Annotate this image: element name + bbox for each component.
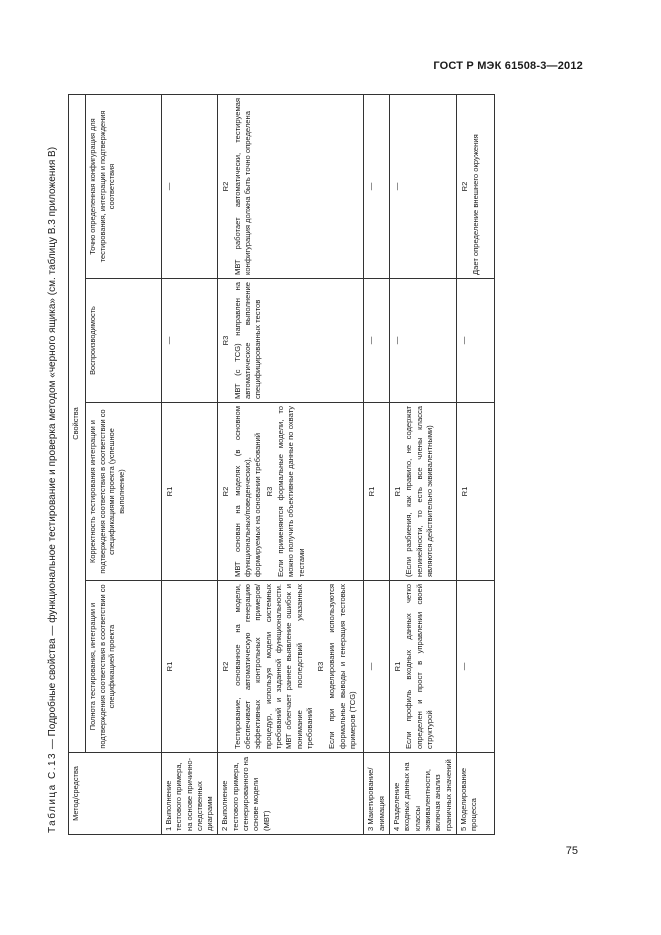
rating: R3 <box>316 661 326 672</box>
header-row-2 <box>86 94 162 834</box>
rating: R2 <box>221 181 231 192</box>
cell-text: МВТ (с TCG) направлен на автоматическое выполнение специфицированных тестов <box>232 282 263 399</box>
row5-completeness <box>456 581 494 753</box>
row5-configuration <box>456 94 494 278</box>
header-col-completeness: Полнота тестирования, интеграции и подтверждения соответствия в соответствии со спецификацией проекта <box>86 581 162 753</box>
rating: R1 <box>393 486 403 497</box>
row4-method: 4 Разделение входных данных на классы эквивалентности, включая анализ граничных значений <box>390 753 457 835</box>
rating: R2 <box>221 661 231 672</box>
row4-repeatability <box>390 279 457 403</box>
rating: R1 <box>165 486 174 497</box>
row1-completeness <box>162 581 218 753</box>
dash: — <box>164 336 173 345</box>
header-method: Метод/средства <box>69 753 162 835</box>
row3-completeness <box>364 581 390 753</box>
row1-correctness <box>162 403 218 581</box>
row2-completeness <box>218 581 364 753</box>
row1-repeatability <box>162 279 218 403</box>
row4-completeness <box>390 581 457 753</box>
properties-table <box>68 94 495 835</box>
cell-text: МВТ основан на моделях (в основном функциональных/поведенческих), формируемых на основании требований <box>232 406 263 577</box>
cell-text: Если применяются формальные модели, то можно получить объективные данные по охвату тестами <box>275 406 306 577</box>
rating: R1 <box>165 661 174 672</box>
rating: R1 <box>459 486 469 497</box>
header-col-repeatability: Воспроизводимость <box>86 279 162 403</box>
dash: — <box>366 336 376 345</box>
header-col-correctness: Корректность тестирования интеграции и подтверждения соответствия в соответствии со спецификациями проекта (успешное выполнение) <box>86 403 162 581</box>
row4-configuration <box>390 94 457 278</box>
dash: — <box>366 662 376 671</box>
row4-correctness <box>390 403 457 581</box>
table-row <box>364 94 390 834</box>
table-row <box>162 94 218 834</box>
header-properties: Свойства <box>69 94 86 752</box>
row5-method: 5 Моделирование процесса <box>456 753 494 835</box>
cell-text: Если при моделировании используются формальные выводы и генерация тестовых примеров (TCG) <box>327 584 358 749</box>
cell-text: Тестирование, основанное на модели, обеспечивает автоматическую генерацию эффективных контрольных примеров/процедур, используя модели системных требований и заданной функциональности. МВТ облегчает раннее выявление ошибок и понимание последствий указанных требований <box>232 584 314 749</box>
dash: — <box>458 336 468 345</box>
dash: — <box>458 662 468 671</box>
cell-text: (Если разбиения, как правило, не содержат нелинейности, то есть все члены класса являются действительно эквивалентными) <box>404 406 434 577</box>
row1-method: 1 Выполнение тестового примера, на основе причинно-следственных диаграмм <box>162 753 218 835</box>
rating: R2 <box>221 486 231 497</box>
table-row <box>390 94 457 834</box>
header-row-1 <box>69 94 86 834</box>
dash: — <box>392 182 402 191</box>
dash: — <box>366 182 376 191</box>
row3-correctness <box>364 403 390 581</box>
row2-correctness <box>218 403 364 581</box>
rating: R1 <box>367 486 377 497</box>
row1-configuration <box>162 94 218 278</box>
rating: R1 <box>393 661 403 672</box>
cell-text: Если профиль входных данных четко определен и прост в управлении своей структурой <box>404 584 434 749</box>
table-caption-text: — Подробные свойства — функциональное тестирование и проверка методом «черного ящика» (см. таблицу В.3 приложения В) <box>47 146 58 752</box>
rating: R2 <box>459 181 469 192</box>
row2-configuration <box>218 94 364 278</box>
table-caption <box>40 95 68 835</box>
table-caption-label: Таблица С.13 <box>47 751 58 833</box>
dash: — <box>392 336 402 345</box>
table-row <box>456 94 494 834</box>
dash: — <box>164 182 173 191</box>
header-col-configuration: Точно определенная конфигурация для тестирования, интеграции и подтверждения соответствия <box>86 94 162 278</box>
cell-text: Дает определение внешнего окружения <box>471 134 481 275</box>
row3-repeatability <box>364 279 390 403</box>
rating: R3 <box>264 486 274 497</box>
rating: R3 <box>221 335 231 346</box>
rotated-content <box>40 95 512 835</box>
cell-text: МВТ работает автоматически, тестируемая конфигурация должна быть точно определена <box>232 97 253 275</box>
page-number: 75 <box>565 845 578 857</box>
row3-configuration <box>364 94 390 278</box>
rotated-table-area <box>40 95 512 835</box>
table-row <box>218 94 364 834</box>
row2-repeatability <box>218 279 364 403</box>
row5-correctness <box>456 403 494 581</box>
row5-repeatability <box>456 279 494 403</box>
row3-method: 3 Макетирование/анимация <box>364 753 390 835</box>
document-header: ГОСТ Р МЭК 61508-3—2012 <box>433 60 583 72</box>
row2-method: 2 Выполнение тестового примера, сгенерированного на основе модели (МВТ) <box>218 753 364 835</box>
